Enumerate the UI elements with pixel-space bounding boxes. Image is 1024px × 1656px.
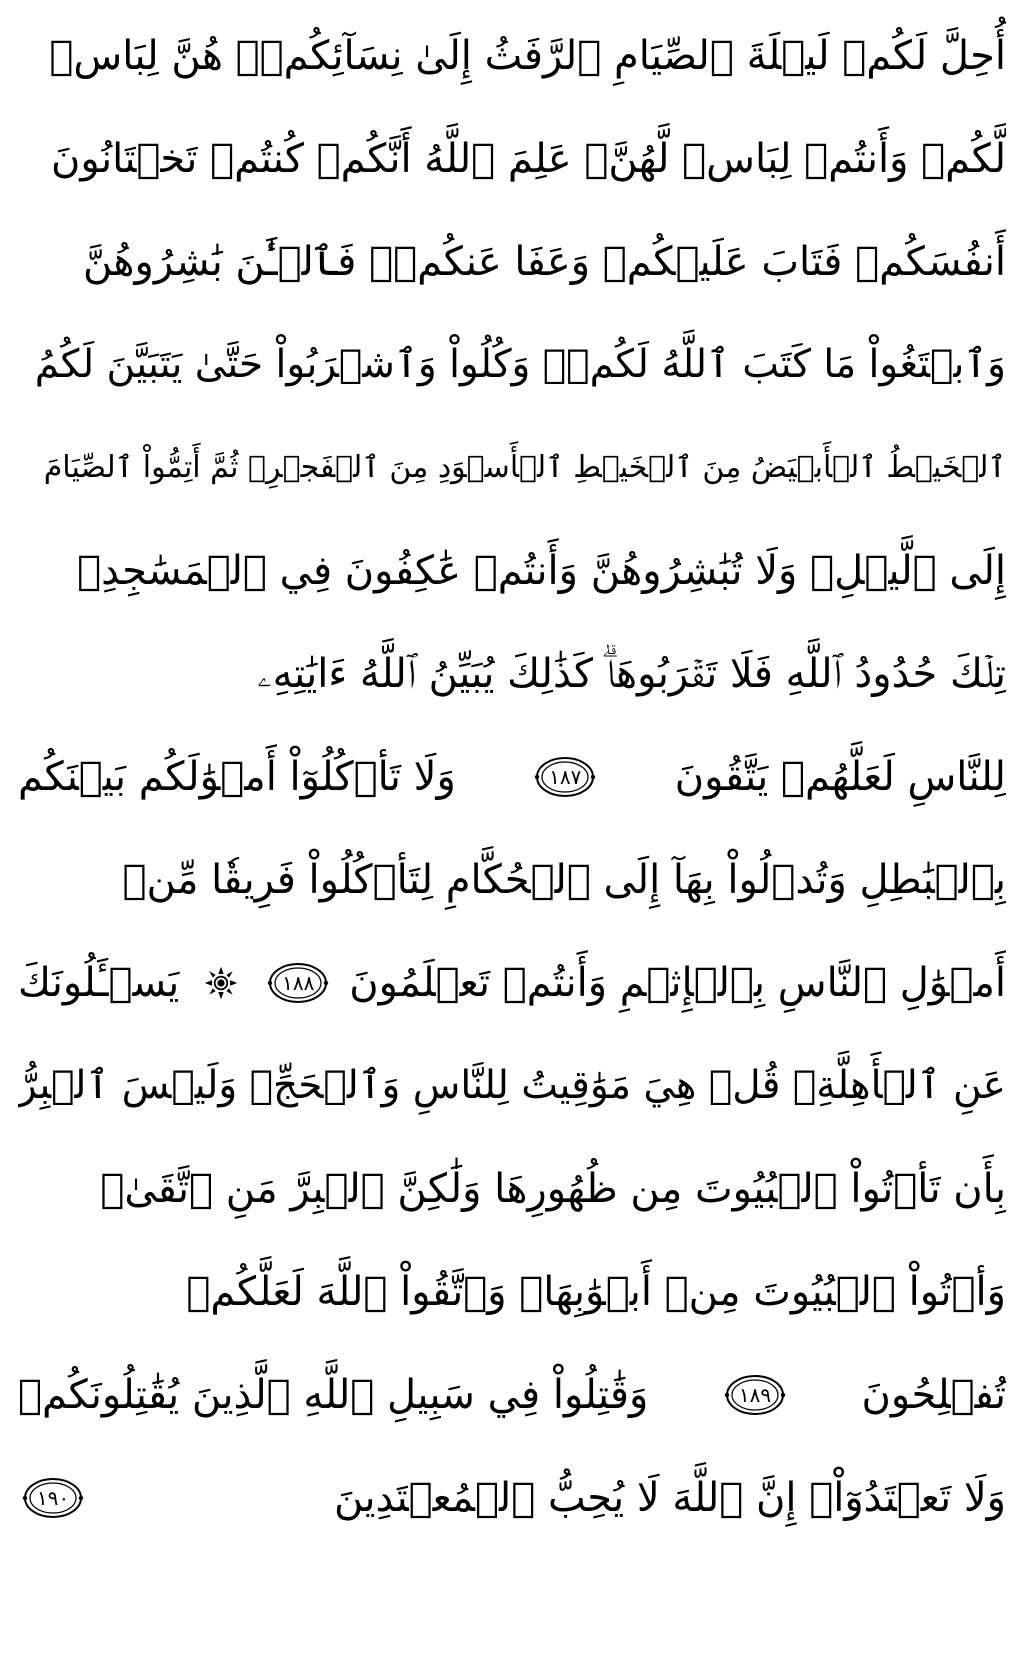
quran-line-6 bbox=[18, 519, 1006, 622]
quran-line-11 bbox=[18, 1034, 1006, 1137]
quran-line-2 bbox=[18, 107, 1006, 210]
quran-line-9 bbox=[18, 828, 1006, 931]
ayah-number: ١٩٠ bbox=[36, 1485, 70, 1510]
verse-text: لِلنَّاسِ لَعَلَّهُمۡ يَتَّقُونَ bbox=[674, 753, 1006, 800]
ayah-number: ١٨٧ bbox=[549, 764, 582, 789]
verse-text: تُفۡلِحُونَ bbox=[861, 1371, 1006, 1418]
quran-line-1 bbox=[18, 4, 1006, 107]
ayah-number: ١٨٩ bbox=[738, 1382, 772, 1407]
verse-text: تِلۡكَ حُدُودُ ٱللَّهِ فَلَا تَقۡرَبُوهَاۗ كَذَٰلِكَ يُبَيِّنُ ٱللَّهُ ءَايَٰتِهِۦ bbox=[257, 650, 1006, 697]
quran-line-8 bbox=[18, 725, 1006, 828]
verse-text: وَلَا تَأۡكُلُوٓاْ أَمۡوَٰلَكُم بَيۡنَكُم bbox=[18, 753, 456, 800]
ayah-number: ١٨٨ bbox=[282, 970, 315, 995]
quran-line-3 bbox=[18, 210, 1006, 313]
verse-text: ٱلۡخَيۡطُ ٱلۡأَبۡيَضُ مِنَ ٱلۡخَيۡطِ ٱلۡأَسۡوَدِ مِنَ ٱلۡفَجۡرِۖ ثُمَّ أَتِمُّواْ ٱلصِّيَامَ bbox=[43, 450, 1006, 485]
verse-text: عَنِ ٱلۡأَهِلَّةِۖ قُلۡ هِيَ مَوَٰقِيتُ لِلنَّاسِ وَٱلۡحَجِّۗ وَلَيۡسَ ٱلۡبِرُّ bbox=[18, 1063, 1006, 1108]
quran-line-10 bbox=[18, 931, 1006, 1034]
hizb-marker-icon bbox=[201, 963, 241, 1003]
verse-text: إِلَى ٱلَّيۡلِۚ وَلَا تُبَٰشِرُوهُنَّ وَأَنتُمۡ عَٰكِفُونَ فِي ٱلۡمَسَٰجِدِۗ bbox=[77, 547, 1006, 594]
verse-text: وَٱبۡتَغُواْ مَا كَتَبَ ٱللَّهُ لَكُمۡۚ وَكُلُواْ وَٱشۡرَبُواْ حَتَّىٰ يَتَبَيَّنَ لَكُمُ bbox=[34, 342, 1006, 387]
verse-text: بِٱلۡبَٰطِلِ وَتُدۡلُواْ بِهَآ إِلَى ٱلۡحُكَّامِ لِتَأۡكُلُواْ فَرِيقٗا مِّنۡ bbox=[122, 856, 1006, 903]
ayah-end-marker bbox=[724, 1373, 786, 1417]
quran-line-4 bbox=[18, 313, 1006, 416]
verse-text: وَأۡتُواْ ٱلۡبُيُوتَ مِنۡ أَبۡوَٰبِهَاۚ وَٱتَّقُواْ ٱللَّهَ لَعَلَّكُمۡ bbox=[186, 1268, 1006, 1315]
verse-text: أَمۡوَٰلِ ٱلنَّاسِ بِٱلۡإِثۡمِ وَأَنتُمۡ تَعۡلَمُونَ bbox=[349, 959, 1006, 1006]
quran-line-13 bbox=[18, 1240, 1006, 1343]
verse-text: لَّكُمۡ وَأَنتُمۡ لِبَاسٞ لَّهُنَّۗ عَلِمَ ٱللَّهُ أَنَّكُمۡ كُنتُمۡ تَخۡتَانُونَ bbox=[51, 135, 1006, 182]
verse-text: يَسۡـَٔلُونَكَ bbox=[18, 959, 180, 1006]
quran-line-7 bbox=[18, 622, 1006, 725]
quran-line-14 bbox=[18, 1343, 1006, 1446]
ayah-end-marker bbox=[267, 961, 329, 1005]
verse-text: وَلَا تَعۡتَدُوٓاْۚ إِنَّ ٱللَّهَ لَا يُحِبُّ ٱلۡمُعۡتَدِينَ bbox=[333, 1474, 1006, 1521]
quran-line-12 bbox=[18, 1137, 1006, 1240]
ayah-end-marker bbox=[22, 1476, 84, 1520]
verse-text: وَقَٰتِلُواْ فِي سَبِيلِ ٱللَّهِ ٱلَّذِينَ يُقَٰتِلُونَكُمۡ bbox=[18, 1371, 649, 1418]
quran-line-5 bbox=[18, 416, 1006, 519]
ayah-end-marker bbox=[534, 755, 596, 799]
verse-text: بِأَن تَأۡتُواْ ٱلۡبُيُوتَ مِن ظُهُورِهَا وَلَٰكِنَّ ٱلۡبِرَّ مَنِ ٱتَّقَىٰۗ bbox=[100, 1165, 1006, 1212]
quran-line-15 bbox=[18, 1446, 1006, 1549]
verse-text: أَنفُسَكُمۡ فَتَابَ عَلَيۡكُمۡ وَعَفَا عَنكُمۡۖ فَٱلۡـَٰٔنَ بَٰشِرُوهُنَّ bbox=[82, 238, 1006, 285]
verse-text: أُحِلَّ لَكُمۡ لَيۡلَةَ ٱلصِّيَامِ ٱلرَّفَثُ إِلَىٰ نِسَآئِكُمۡۚ هُنَّ لِبَاسٞ bbox=[49, 32, 1006, 79]
mushaf-page bbox=[18, 4, 1006, 1652]
